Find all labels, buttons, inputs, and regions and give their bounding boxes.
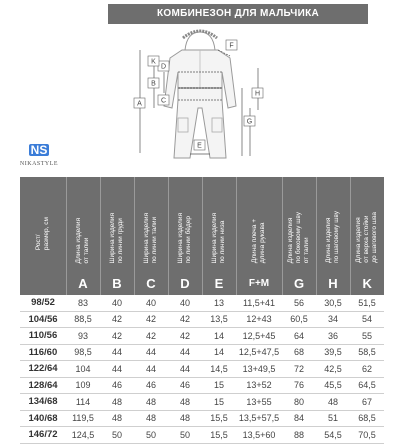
diagram-label-h: H [254, 90, 261, 98]
table-cell: 84 [282, 410, 316, 427]
size-cell: 140/68 [20, 410, 66, 427]
table-cell: 13 [202, 295, 236, 311]
table-row [20, 311, 384, 328]
table-cell: 44 [168, 344, 202, 361]
table-row [20, 394, 384, 411]
table-row [20, 328, 384, 345]
table-cell: 46 [168, 377, 202, 394]
column-letter: F+M [236, 272, 282, 295]
table-cell: 44 [100, 361, 134, 378]
size-column-header [20, 177, 66, 295]
table-cell: 48 [100, 410, 134, 427]
table-row [20, 427, 384, 444]
column-letter: G [282, 272, 316, 295]
table-cell: 42 [134, 311, 168, 328]
table-cell: 56 [282, 295, 316, 311]
column-description: Ширина изделия по линии талии [143, 212, 158, 263]
table-cell: 13,5+57,5 [236, 410, 282, 427]
table-cell: 48 [168, 410, 202, 427]
table-cell: 48 [316, 394, 350, 411]
brand-name: NIKASTYLE [19, 161, 59, 167]
table-cell: 50 [100, 427, 134, 444]
table-cell: 51 [316, 410, 350, 427]
table-cell: 104 [66, 361, 100, 378]
column-description: Ширина изделия по линии низа [211, 212, 226, 263]
table-cell: 48 [134, 394, 168, 411]
jumpsuit-diagram [130, 28, 270, 168]
table-cell: 54,5 [316, 427, 350, 444]
table-cell: 14,5 [202, 361, 236, 378]
table-cell: 80 [282, 394, 316, 411]
table-cell: 39,5 [316, 344, 350, 361]
table-row [20, 344, 384, 361]
table-cell: 55 [350, 328, 384, 345]
table-cell: 48 [134, 410, 168, 427]
table-cell: 46 [100, 377, 134, 394]
diagram-label-g: G [246, 118, 253, 126]
table-cell: 12+43 [236, 311, 282, 328]
size-cell: 122/64 [20, 361, 66, 378]
column-letter: A [66, 272, 100, 295]
table-cell: 30,5 [316, 295, 350, 311]
table-row [20, 410, 384, 427]
table-row [20, 377, 384, 394]
table-cell: 42 [168, 311, 202, 328]
hood-fur [183, 31, 217, 38]
table-cell: 48 [168, 394, 202, 411]
table-cell: 42 [100, 311, 134, 328]
column-letter: E [202, 272, 236, 295]
table-cell: 13,5+60 [236, 427, 282, 444]
diagram-label-d: D [160, 63, 167, 71]
table-cell: 45,5 [316, 377, 350, 394]
table-cell: 51,5 [350, 295, 384, 311]
table-cell: 15,5 [202, 427, 236, 444]
column-letter: K [350, 272, 384, 295]
table-cell: 13+49,5 [236, 361, 282, 378]
column-description: Длина изделия по боковому шву от талии [287, 211, 310, 263]
column-letter: C [134, 272, 168, 295]
table-cell: 44 [100, 344, 134, 361]
table-cell: 15 [202, 377, 236, 394]
table-cell: 44 [134, 361, 168, 378]
table-cell: 62 [350, 361, 384, 378]
table-cell: 13+55 [236, 394, 282, 411]
table-cell: 68 [282, 344, 316, 361]
table-row [20, 295, 384, 311]
table-cell: 109 [66, 377, 100, 394]
diagram-label-c: C [160, 97, 167, 105]
table-cell: 93 [66, 328, 100, 345]
column-description: Длина плеча + длина рукава [251, 218, 266, 263]
table-cell: 15 [202, 394, 236, 411]
table-cell: 119,5 [66, 410, 100, 427]
size-table-body [20, 295, 384, 443]
column-description: Длина изделия от талии [75, 217, 90, 263]
table-cell: 14 [202, 344, 236, 361]
brand-block [9, 141, 69, 167]
column-description: Длина изделия от верха стойки до шагового шва [355, 212, 379, 263]
table-cell: 54 [350, 311, 384, 328]
table-cell: 34 [316, 311, 350, 328]
column-description: Длина изделия по шаговому шву [325, 211, 340, 263]
table-cell: 88 [282, 427, 316, 444]
table-cell: 58,5 [350, 344, 384, 361]
table-cell: 68,5 [350, 410, 384, 427]
table-cell: 124,5 [66, 427, 100, 444]
size-table [20, 177, 384, 444]
table-cell: 98,5 [66, 344, 100, 361]
table-cell: 76 [282, 377, 316, 394]
table-cell: 44 [168, 361, 202, 378]
table-cell: 12,5+45 [236, 328, 282, 345]
diagram-label-a: A [137, 100, 142, 108]
size-cell: 110/56 [20, 328, 66, 345]
table-cell: 40 [134, 295, 168, 311]
size-cell: 146/72 [20, 427, 66, 444]
diagram-label-f: F [229, 42, 234, 50]
table-cell: 42 [168, 328, 202, 345]
size-cell: 128/64 [20, 377, 66, 394]
table-cell: 44 [134, 344, 168, 361]
page-title: КОМБИНЕЗОН ДЛЯ МАЛЬЧИКА [108, 4, 368, 24]
table-cell: 70,5 [350, 427, 384, 444]
column-description: Ширина изделия по линии груди [109, 212, 124, 263]
size-cell: 98/52 [20, 295, 66, 311]
table-cell: 67 [350, 394, 384, 411]
table-cell: 72 [282, 361, 316, 378]
column-letter: B [100, 272, 134, 295]
size-cell: 104/56 [20, 311, 66, 328]
table-cell: 14 [202, 328, 236, 345]
table-cell: 15,5 [202, 410, 236, 427]
table-cell: 48 [100, 394, 134, 411]
table-cell: 42,5 [316, 361, 350, 378]
diagram-label-k: K [151, 58, 156, 66]
table-cell: 50 [168, 427, 202, 444]
diagram-label-e: E [197, 142, 202, 150]
table-cell: 46 [134, 377, 168, 394]
table-cell: 40 [168, 295, 202, 311]
table-cell: 64,5 [350, 377, 384, 394]
table-cell: 83 [66, 295, 100, 311]
table-cell: 60,5 [282, 311, 316, 328]
table-cell: 36 [316, 328, 350, 345]
table-cell: 64 [282, 328, 316, 345]
column-description: Ширина изделия по линии бёдер [177, 212, 192, 263]
table-cell: 88,5 [66, 311, 100, 328]
table-row [20, 361, 384, 378]
size-header-label: Рост/ размер, см [34, 216, 50, 251]
table-cell: 40 [100, 295, 134, 311]
column-letter: H [316, 272, 350, 295]
brand-logo: NS [30, 143, 48, 157]
table-cell: 42 [134, 328, 168, 345]
table-cell: 50 [134, 427, 168, 444]
size-cell: 134/68 [20, 394, 66, 411]
table-cell: 13,5 [202, 311, 236, 328]
diagram-label-b: B [151, 80, 156, 88]
table-cell: 11,5+41 [236, 295, 282, 311]
table-cell: 42 [100, 328, 134, 345]
table-cell: 13+52 [236, 377, 282, 394]
size-cell: 116/60 [20, 344, 66, 361]
table-cell: 114 [66, 394, 100, 411]
column-letter: D [168, 272, 202, 295]
table-cell: 12,5+47,5 [236, 344, 282, 361]
